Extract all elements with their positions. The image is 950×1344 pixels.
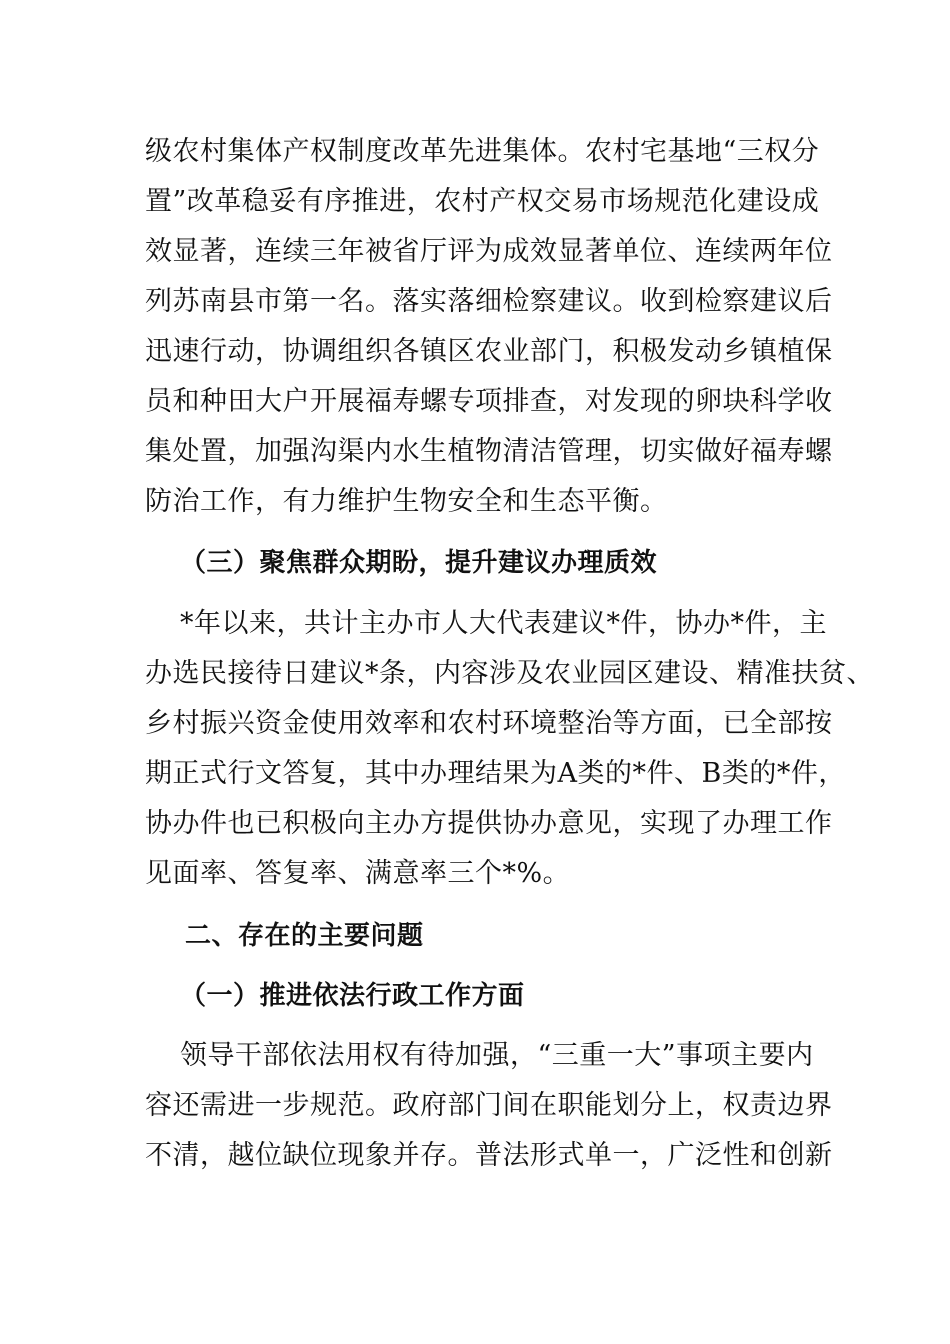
paragraph-line: 不清，越位缺位现象并存。普法形式单一，广泛性和创新 <box>145 1140 833 1171</box>
paragraph-line: 容还需进一步规范。政府部门间在职能划分上，权责边界 <box>145 1090 833 1121</box>
paragraph-line: 协办件也已积极向主办方提供协办意见，实现了办理工作 <box>145 808 833 839</box>
section-heading-3: （三）聚焦群众期盼，提升建议办理质效 <box>180 548 658 578</box>
paragraph-line: 办选民接待日建议*条，内容涉及农业园区建设、精准扶贫、 <box>145 658 874 689</box>
paragraph-line: 期正式行文答复，其中办理结果为A类的*件、B类的*件， <box>145 758 846 789</box>
paragraph-line: 集处置，加强沟渠内水生植物清洁管理，切实做好福寿螺 <box>145 436 833 467</box>
paragraph-line: 效显著，连续三年被省厅评为成效显著单位、连续两年位 <box>145 236 833 267</box>
paragraph-line: 员和种田大户开展福寿螺专项排查，对发现的卵块科学收 <box>145 386 833 417</box>
paragraph-line: 置”改革稳妥有序推进，农村产权交易市场规范化建设成 <box>145 186 820 217</box>
paragraph-line: 见面率、答复率、满意率三个*%。 <box>145 858 571 889</box>
paragraph-line: 防治工作，有力维护生物安全和生态平衡。 <box>145 486 668 517</box>
paragraph-line: 乡村振兴资金使用效率和农村环境整治等方面，已全部按 <box>145 708 833 739</box>
section-title: 二、存在的主要问题 <box>185 921 424 951</box>
paragraph-line: 迅速行动，协调组织各镇区农业部门，积极发动乡镇植保 <box>145 336 833 367</box>
paragraph-line: *年以来，共计主办市人大代表建议*件，协办*件，主 <box>180 608 827 639</box>
paragraph-line: 领导干部依法用权有待加强，“三重一大”事项主要内 <box>180 1040 814 1071</box>
paragraph-line: 列苏南县市第一名。落实落细检察建议。收到检察建议后 <box>145 286 833 317</box>
paragraph-line: 级农村集体产权制度改革先进集体。农村宅基地“三权分 <box>145 136 820 167</box>
section-heading-1: （一）推进依法行政工作方面 <box>180 981 525 1011</box>
